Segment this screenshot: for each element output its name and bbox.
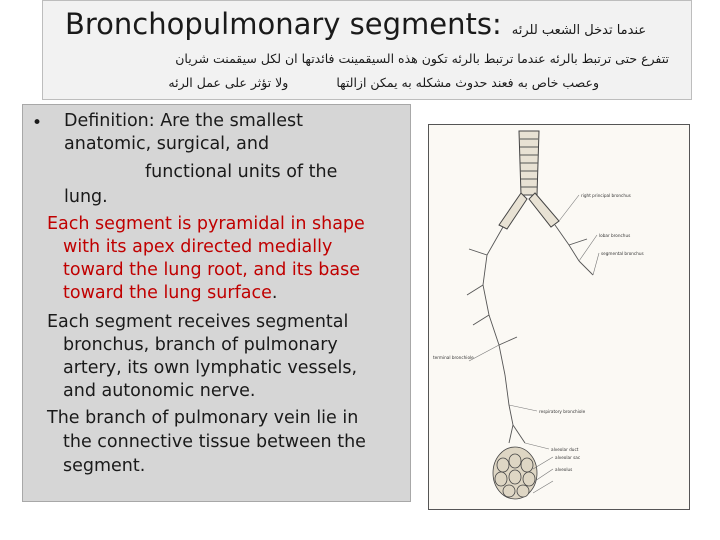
text-line: segment.	[63, 456, 146, 476]
left-bronchus-shape	[499, 193, 527, 229]
alveolar-sac-cluster	[493, 447, 537, 499]
text-line: and autonomic nerve.	[63, 381, 256, 401]
text-line: with its apex directed medially	[63, 237, 333, 257]
definition-text-box	[22, 104, 411, 502]
label-respiratory-bronchiole: respiratory bronchiole	[539, 409, 586, 414]
text-line: bronchus, branch of pulmonary	[63, 335, 338, 355]
text-line-part: toward the lung surface	[63, 283, 272, 303]
label-alveolar-duct: alveolar duct	[551, 447, 579, 452]
arabic-note-line-1: تتفرع حتى ترتبط بالرئه عندما ترتبط بالرئه تكون هذه السيقمينت فائدتها ان لكل سيقمنت شريان	[175, 51, 669, 66]
title-row	[65, 7, 679, 41]
label-principal-bronchus: right principal bronchus	[581, 193, 631, 198]
label-terminal-bronchiole: terminal bronchiole	[433, 355, 474, 360]
slide-title: Bronchopulmonary segments:	[65, 7, 502, 41]
text-line	[63, 282, 277, 305]
slide-title-arabic: عندما تدخل الشعب للرئه	[511, 23, 647, 38]
text-line: toward the lung root, and its base	[63, 260, 360, 280]
arabic-note-line-2	[168, 75, 599, 90]
right-bronchus-shape	[529, 193, 559, 227]
title-panel	[42, 0, 692, 100]
text-line-period: .	[271, 283, 278, 303]
arabic-note-line-2a: وعصب خاص به فعند حدوث مشكله به يمكن ازالتها	[336, 75, 599, 90]
text-line: artery, its own lymphatic vessels,	[63, 358, 358, 378]
label-lobar-bronchus: lobar bronchus	[599, 233, 631, 238]
text-line: functional units of the	[145, 162, 338, 182]
text-line: the connective tissue between the	[63, 432, 366, 452]
text-line: anatomic, surgical, and	[64, 134, 270, 154]
label-alveolar-sac: alveolar sac	[555, 455, 581, 460]
text-line: lung.	[64, 187, 108, 207]
text-line: The branch of pulmonary vein lie in	[47, 408, 359, 428]
label-segmental-bronchus: segmental bronchus	[601, 251, 644, 256]
bronchial-tree-illustration	[429, 125, 689, 509]
bronchial-tree-figure	[428, 124, 690, 510]
bullet-marker: •	[32, 113, 43, 133]
text-line: Each segment receives segmental	[47, 312, 349, 332]
text-line: Definition: Are the smallest	[64, 111, 303, 131]
text-line: Each segment is pyramidal in shape	[47, 214, 365, 234]
label-alveolus: alveolus	[555, 467, 573, 472]
arabic-note-line-2b: ولا تؤثر على عمل الرئه	[168, 75, 289, 90]
